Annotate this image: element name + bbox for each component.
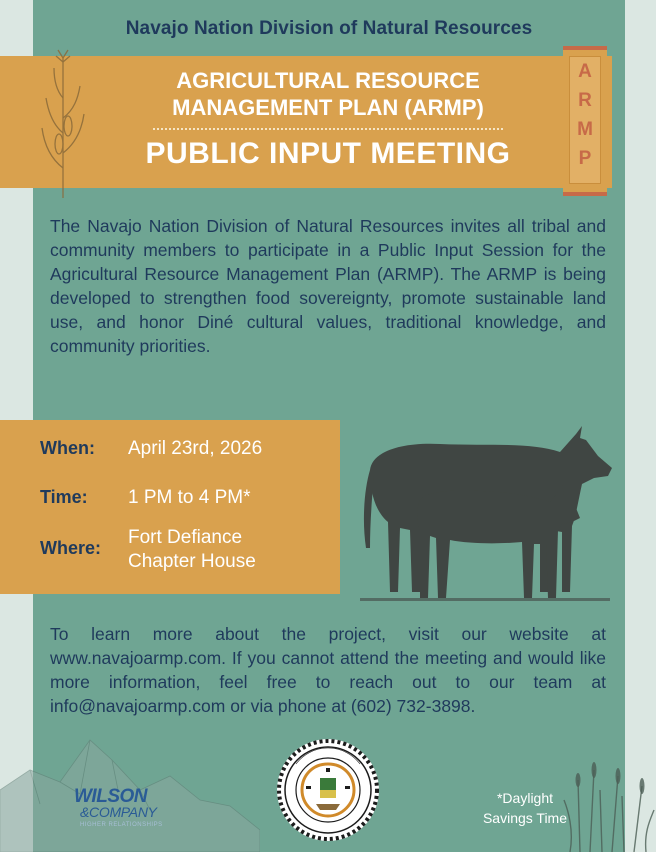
footnote-line1: *Daylight — [496, 790, 554, 806]
organization-name: Navajo Nation Division of Natural Resources — [125, 18, 533, 39]
logo-tagline: HIGHER RELATIONSHIPS — [80, 822, 163, 828]
where-line2: Chapter House — [128, 551, 256, 572]
footnote-line2: Savings Time — [482, 810, 568, 826]
meeting-title: PUBLIC INPUT MEETING — [145, 137, 511, 170]
plan-title — [118, 67, 538, 121]
plan-title-line2: MANAGEMENT PLAN (ARMP) — [172, 95, 484, 120]
plan-title-line1: AGRICULTURAL RESOURCE — [176, 68, 480, 93]
title-divider — [153, 128, 503, 130]
time-value: 1 PM to 4 PM* — [128, 487, 251, 508]
navajo-nation-seal — [276, 738, 380, 842]
when-label: When: — [40, 438, 95, 458]
armp-letter-r: R — [578, 90, 592, 111]
contact-paragraph: To learn more about the project, visit our website at www.navajoarmp.com. If you cannot attend the meeting and would like more information, feel free to reach out to our team at info@navajoarmp.com or via phone at (602) 732-3898. — [50, 624, 606, 716]
logo-company: &COMPANY — [80, 804, 157, 820]
corn-stalk-icon — [38, 48, 88, 198]
armp-letter-a: A — [578, 61, 592, 82]
when-value: April 23rd, 2026 — [128, 438, 263, 459]
wilson-company-logo — [74, 786, 184, 836]
intro-paragraph: The Navajo Nation Division of Natural Resources invites all tribal and community members to participate in a Public Input Session for the Agricultural Resource Management Plan (ARMP). The ARMP is being developed to strengthen food sovereignty, promote sustainable land use, and honor Diné cultural values, traditional knowledge, and community priorities. — [50, 216, 606, 356]
cattle-illustration — [350, 412, 622, 608]
where-label: Where: — [40, 538, 102, 558]
dst-footnote — [470, 788, 580, 828]
logo-wordmark: WILSON — [74, 786, 147, 807]
armp-letter-p: P — [578, 148, 592, 169]
where-line1: Fort Defiance — [128, 527, 243, 548]
armp-letter-m: M — [577, 119, 593, 140]
time-label: Time: — [40, 487, 88, 507]
where-value — [128, 526, 256, 574]
